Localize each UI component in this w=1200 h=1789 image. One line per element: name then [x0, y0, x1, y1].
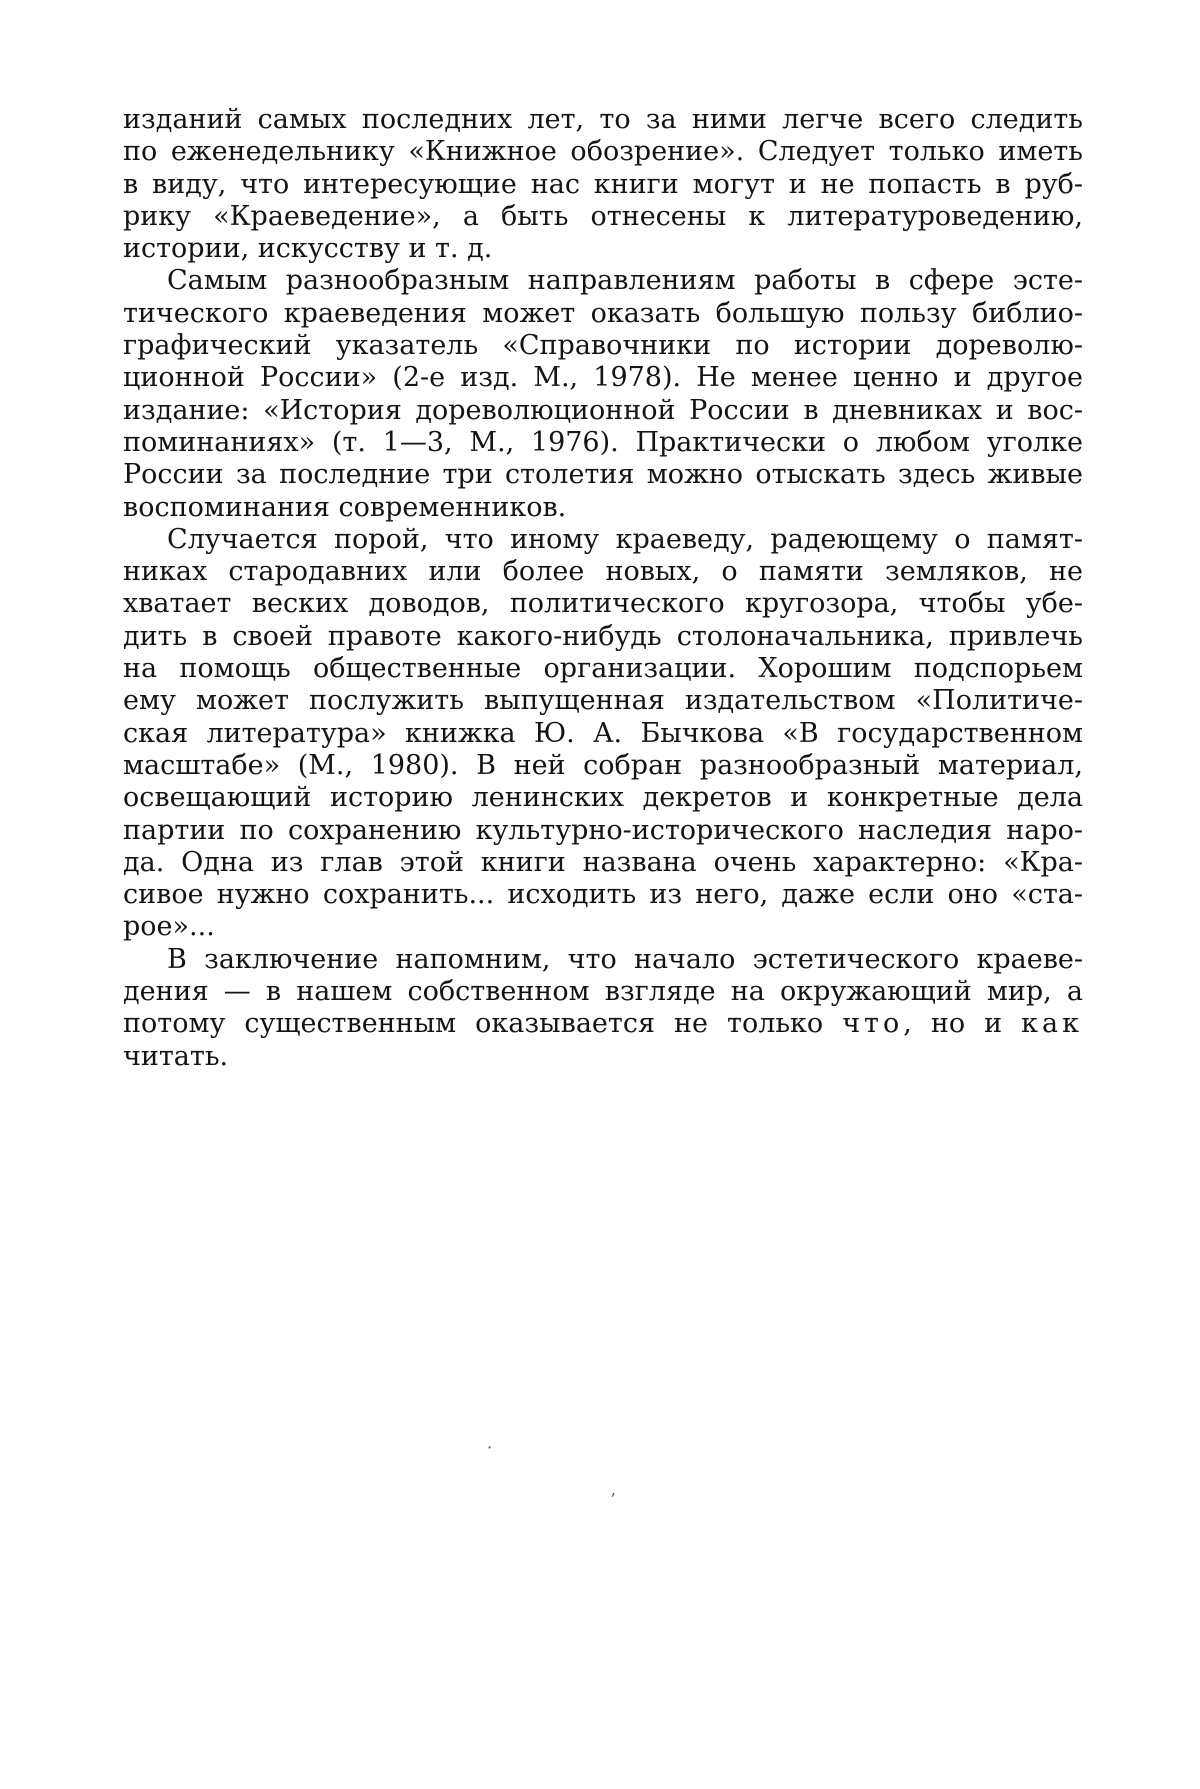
- book-page: [0, 0, 1200, 1789]
- text-line: освещающий историю ленинских декретов и конкретные дела: [123, 782, 1083, 814]
- text-line: никах стародавних или более новых, о памяти земляков, не: [123, 556, 1083, 588]
- paragraph-1: [123, 104, 1083, 265]
- text-line: партии по сохранению культурно-исторического наследия наро-: [123, 815, 1083, 847]
- paragraph-3: [123, 524, 1083, 944]
- text-line: в виду, что интересующие нас книги могут и не попасть в руб-: [123, 169, 1083, 201]
- text-line: дения — в нашем собственном взгляде на окружающий мир, а: [123, 976, 1083, 1008]
- text-line: масштабе» (М., 1980). В ней собран разнообразный материал,: [123, 750, 1083, 782]
- text-line: издание: «История дореволюционной России в дневниках и вос-: [123, 395, 1083, 427]
- paragraph-2: [123, 265, 1083, 523]
- text-fragment: , но и: [903, 1008, 1021, 1039]
- text-line: да. Одна из глав этой книги названа очень характерно: «Кра-: [123, 847, 1083, 879]
- text-line: графический указатель «Справочники по истории дореволю-: [123, 330, 1083, 362]
- text-line: В заключение напомним, что начало эстетического краеве-: [123, 944, 1083, 976]
- text-line: по еженедельнику «Книжное обозрение». Следует только иметь: [123, 136, 1083, 168]
- text-line: России за последние три столетия можно отыскать здесь живые: [123, 459, 1083, 491]
- body-text: [123, 104, 1083, 1073]
- text-line: хватает веских доводов, политического кругозора, чтобы убе-: [123, 588, 1083, 620]
- text-fragment: потому существенным оказывается не только: [123, 1008, 842, 1039]
- text-line: ционной России» (2-е изд. М., 1978). Не менее ценно и другое: [123, 362, 1083, 394]
- text-line: истории, искусству и т. д.: [123, 233, 1083, 265]
- emphasized-word: что: [842, 1008, 903, 1039]
- text-line-with-emphasis: [123, 1008, 1083, 1040]
- emphasized-word: как: [1021, 1008, 1083, 1039]
- print-speck: ·: [487, 1438, 492, 1457]
- text-line: рое»...: [123, 911, 1083, 943]
- text-line: на помощь общественные организации. Хорошим подспорьем: [123, 653, 1083, 685]
- text-line: тического краеведения может оказать большую пользу библио-: [123, 298, 1083, 330]
- text-line: Случается порой, что иному краеведу, радеющему о памят-: [123, 524, 1083, 556]
- text-line: изданий самых последних лет, то за ними легче всего следить: [123, 104, 1083, 136]
- paragraph-4: [123, 944, 1083, 1073]
- text-line: дить в своей правоте какого-нибудь столоначальника, привлечь: [123, 621, 1083, 653]
- print-speck: ʼ: [610, 1490, 615, 1509]
- text-line: рику «Краеведение», а быть отнесены к литературоведению,: [123, 201, 1083, 233]
- text-line: читать.: [123, 1041, 1083, 1073]
- text-line: сивое нужно сохранить... исходить из него, даже если оно «ста-: [123, 879, 1083, 911]
- text-line: воспоминания современников.: [123, 492, 1083, 524]
- text-line: поминаниях» (т. 1—3, М., 1976). Практически о любом уголке: [123, 427, 1083, 459]
- text-line: Самым разнообразным направлениям работы в сфере эсте-: [123, 265, 1083, 297]
- text-line: ская литература» книжка Ю. А. Бычкова «В государственном: [123, 718, 1083, 750]
- text-line: ему может послужить выпущенная издательством «Политиче-: [123, 685, 1083, 717]
